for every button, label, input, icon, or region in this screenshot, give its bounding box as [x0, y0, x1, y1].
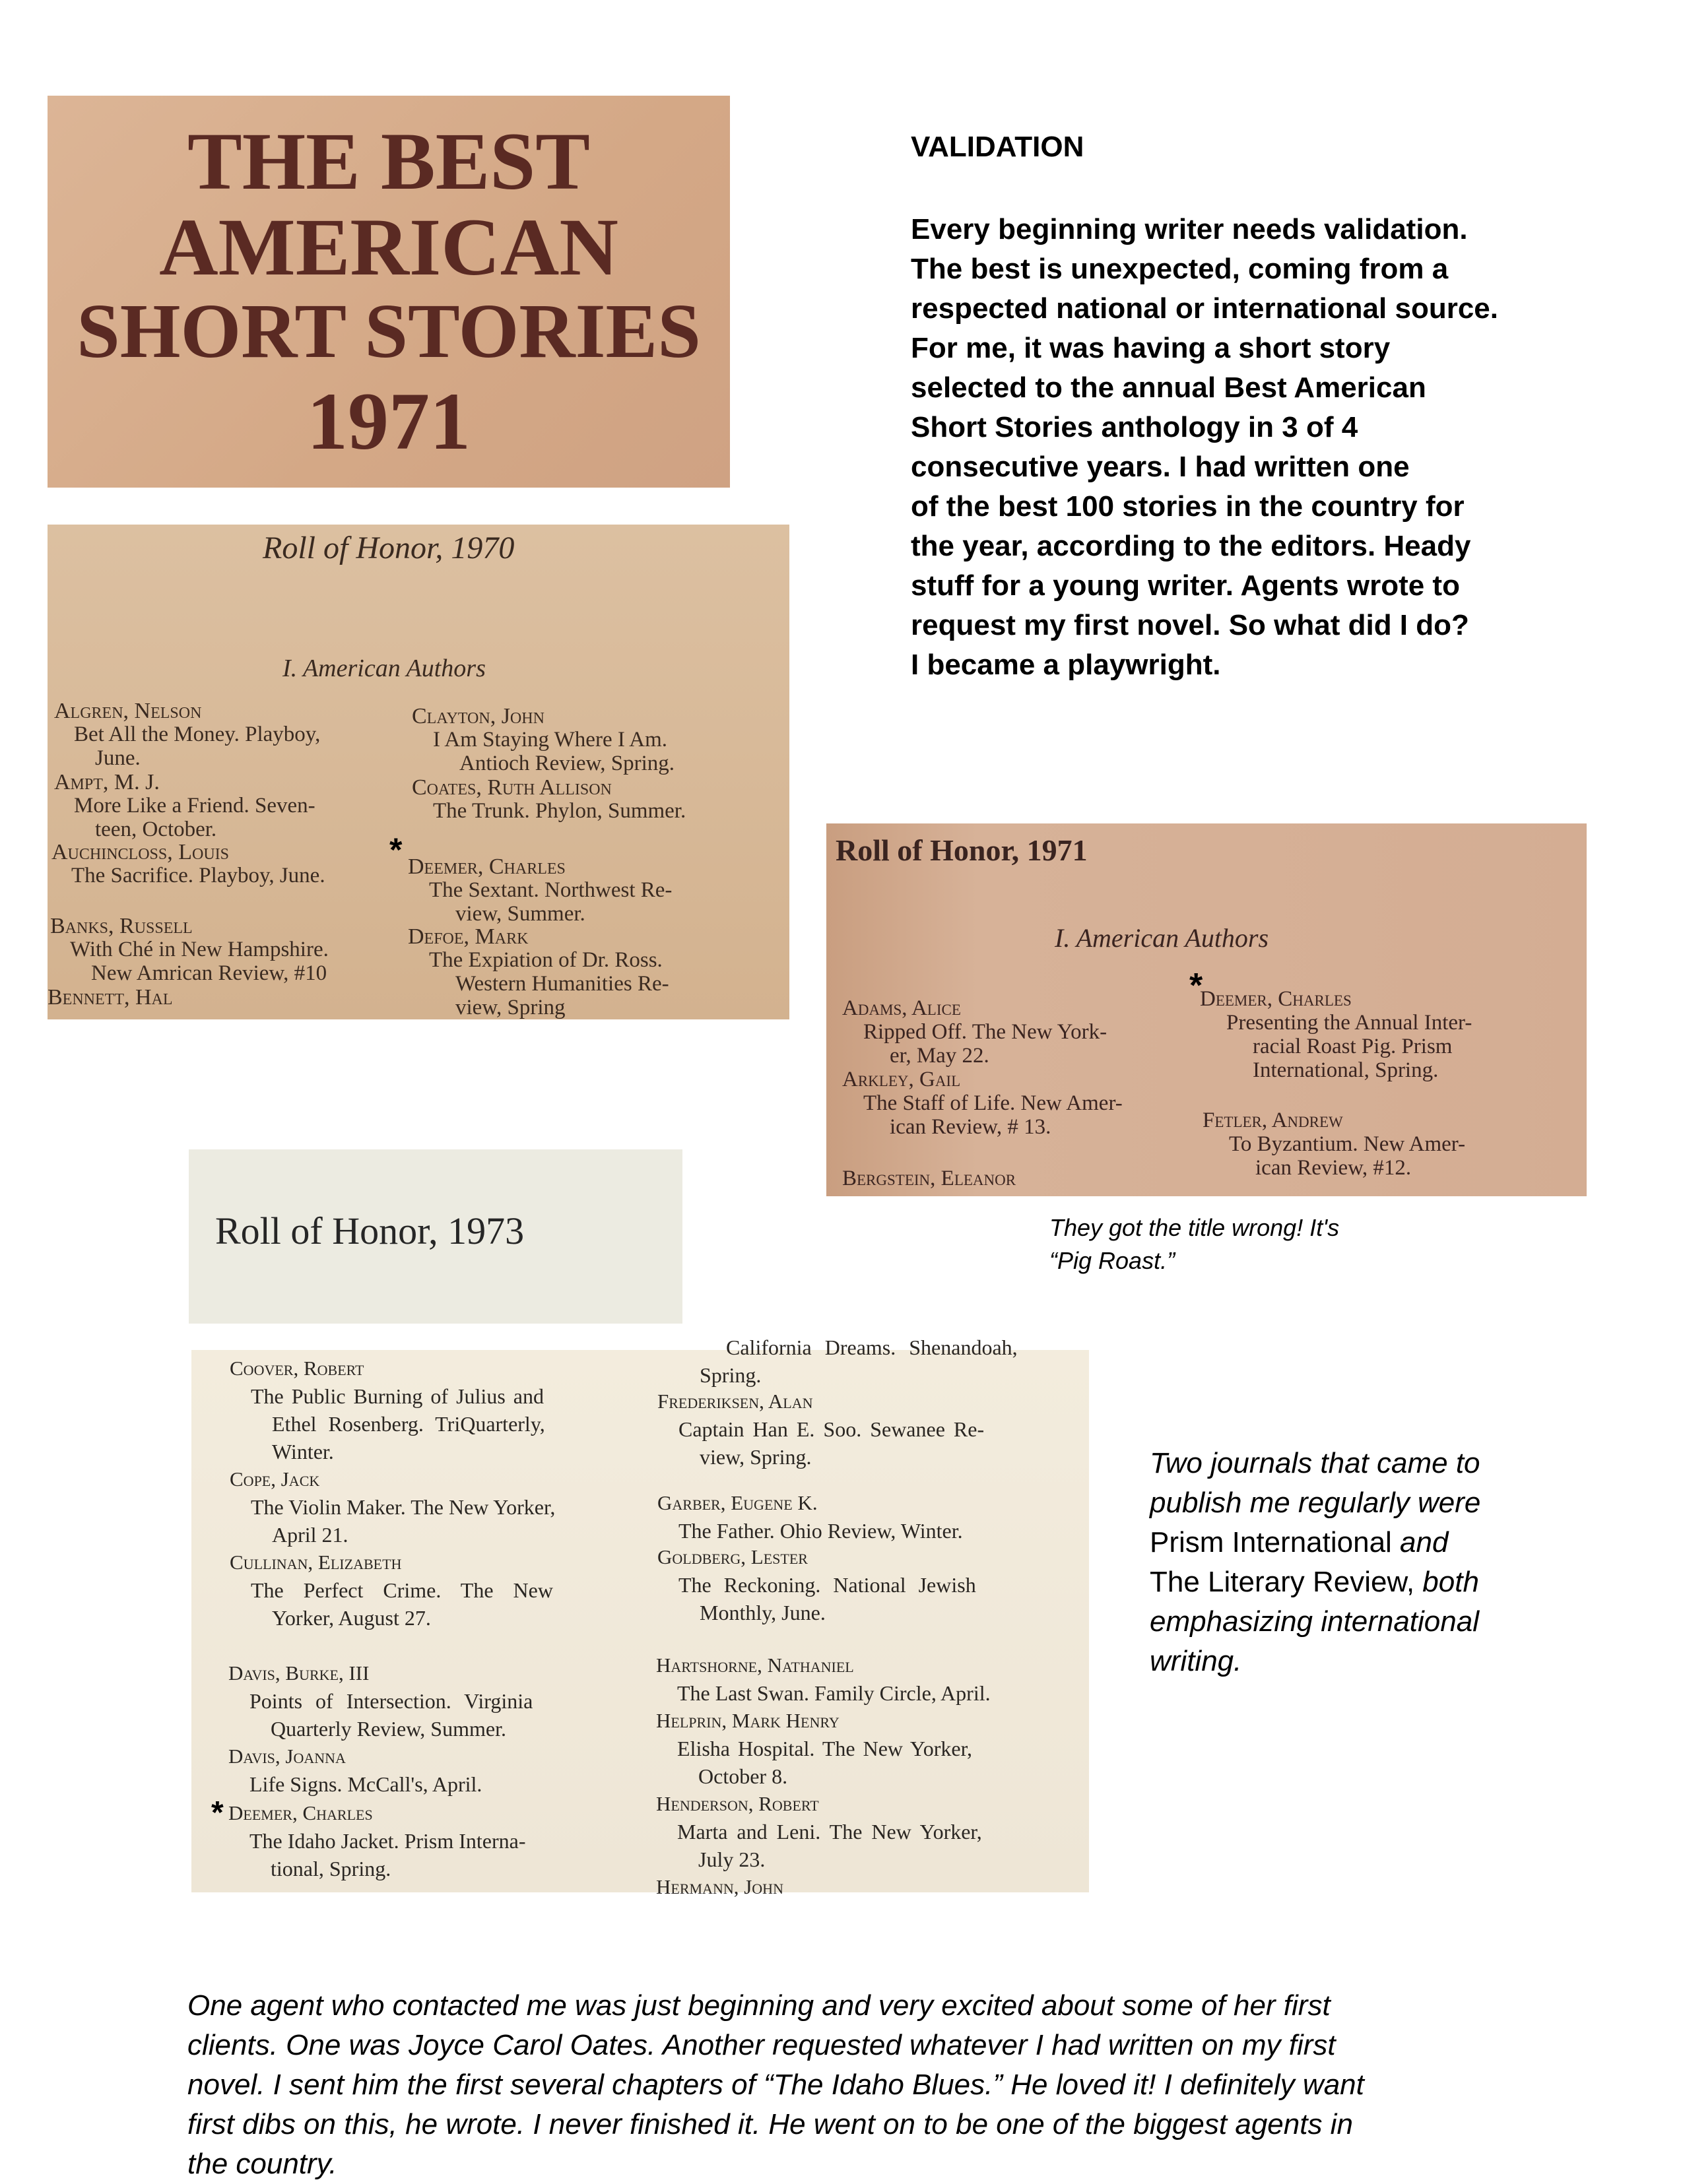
roll-1970-story: With Ché in New Hampshire.	[70, 938, 329, 961]
roll-1971-story: To Byzantium. New Amer-	[1229, 1132, 1466, 1156]
roll-1970-story: The Trunk. Phylon, Summer.	[433, 799, 686, 823]
validation-line: respected national or international source.	[911, 292, 1498, 325]
roll-1970-story: Western Humanities Re-	[455, 972, 669, 996]
roll-1970-author: Ampt, M. J.	[54, 770, 160, 794]
validation-line: stuff for a young writer. Agents wrote to	[911, 569, 1460, 602]
roll-1973-story: California Dreams. Shenandoah,	[726, 1335, 1018, 1359]
roll-1973-author: Frederiksen, Alan	[657, 1390, 813, 1413]
roll-of-honor-1973-header-clipping	[189, 1149, 682, 1324]
roll-1973-story: Ethel Rosenberg. TriQuarterly,	[272, 1412, 545, 1436]
roll-1973-story: Life Signs. McCall's, April.	[249, 1772, 482, 1796]
caption-line: “Pig Roast.”	[1049, 1247, 1175, 1274]
roll-1973-story: Monthly, June.	[700, 1601, 826, 1624]
journals-caption	[1150, 1444, 1480, 1681]
roll-1970-author: Clayton, John	[412, 704, 544, 728]
paragraph-line: first dibs on this, he wrote. I never finished it. He went on to be one of the biggest agents in	[187, 2108, 1353, 2140]
roll-1970-author: Banks, Russell	[50, 914, 193, 938]
roll-1973-story: The Idaho Jacket. Prism Interna-	[249, 1829, 526, 1853]
caption-text: and	[1391, 1526, 1449, 1558]
roll-1973-story: tional, Spring.	[271, 1857, 391, 1880]
caption-text: both	[1414, 1566, 1479, 1598]
roll-of-honor-1970-clipping	[48, 525, 789, 1019]
roll-1973-story: Elisha Hospital. The New Yorker,	[677, 1737, 972, 1760]
roll-1971-story: International, Spring.	[1253, 1058, 1439, 1082]
roll-1970-story: June.	[95, 746, 141, 770]
validation-line: Every beginning writer needs validation.	[911, 213, 1468, 245]
roll-1971-section: I. American Authors	[1055, 923, 1269, 953]
roll-1970-story: New Amrican Review, #10	[91, 961, 327, 985]
caption-line: writing.	[1150, 1645, 1242, 1677]
roll-1970-author: Defoe, Mark	[408, 924, 529, 949]
roll-1970-author: Deemer, Charles	[408, 854, 566, 879]
roll-1973-story: Captain Han E. Soo. Sewanee Re-	[678, 1417, 985, 1441]
validation-heading: VALIDATION	[911, 131, 1084, 163]
roll-1970-story: The Sacrifice. Playboy, June.	[71, 864, 325, 887]
roll-1973-story: Winter.	[272, 1440, 334, 1463]
caption-line	[1150, 1523, 1480, 1562]
caption-line: They got the title wrong! It's	[1049, 1214, 1340, 1241]
roll-1970-story: Antioch Review, Spring.	[459, 752, 675, 775]
roll-1973-story: Yorker, August 27.	[272, 1606, 431, 1630]
roll-1971-story: ican Review, # 13.	[890, 1115, 1051, 1139]
roll-1970-story: teen, October.	[95, 818, 217, 841]
roll-1973-author: Goldberg, Lester	[657, 1545, 808, 1568]
roll-1973-title: Roll of Honor, 1973	[215, 1209, 525, 1252]
validation-line: For me, it was having a short story	[911, 332, 1391, 364]
cover-line-1: THE BEST	[187, 116, 590, 207]
caption-line: Two journals that came to	[1150, 1447, 1480, 1479]
caption-line: publish me regularly were	[1150, 1487, 1481, 1519]
asterisk-marker: *	[1189, 967, 1203, 1005]
roll-1971-title: Roll of Honor, 1971	[836, 833, 1088, 867]
validation-line: The best is unexpected, coming from a	[911, 253, 1449, 285]
roll-of-honor-1973-clipping	[191, 1335, 1089, 1898]
roll-1971-author: Arkley, Gail	[842, 1068, 961, 1091]
roll-1970-author: Bennett, Hal	[48, 985, 173, 1010]
roll-1973-author: Cope, Jack	[230, 1467, 320, 1491]
roll-1970-author: Algren, Nelson	[54, 699, 202, 723]
asterisk-marker: *	[389, 831, 403, 868]
roll-1971-author: Fetler, Andrew	[1203, 1108, 1343, 1132]
validation-line: consecutive years. I had written one	[911, 451, 1410, 483]
roll-1971-story: er, May 22.	[890, 1044, 989, 1068]
roll-1973-story: Marta and Leni. The New Yorker,	[677, 1820, 982, 1844]
roll-1971-author: Bergstein, Eleanor	[842, 1167, 1016, 1190]
roll-1973-story: Spring.	[700, 1363, 762, 1387]
paragraph-line: the country.	[187, 2148, 337, 2180]
roll-1973-story: The Violin Maker. The New Yorker,	[251, 1495, 556, 1519]
roll-1973-story: The Father. Ohio Review, Winter.	[678, 1519, 963, 1543]
roll-1973-author: Coover, Robert	[230, 1357, 364, 1380]
roll-1971-author: Deemer, Charles	[1200, 987, 1352, 1011]
roll-1970-author: Coates, Ruth Allison	[412, 775, 612, 800]
validation-line: selected to the annual Best American	[911, 371, 1426, 404]
title-wrong-caption	[1049, 1211, 1339, 1277]
roll-1970-author: Auchincloss, Louis	[51, 840, 230, 864]
roll-1970-section: I. American Authors	[282, 655, 486, 682]
roll-of-honor-1971-clipping	[826, 823, 1587, 1196]
roll-1971-story: ican Review, #12.	[1255, 1156, 1412, 1180]
cover-line-2: AMERICAN	[159, 202, 618, 292]
roll-1973-story: The Public Burning of Julius and	[251, 1384, 544, 1408]
cover-line-3: SHORT STORIES	[77, 288, 701, 374]
roll-1970-story: The Expiation of Dr. Ross.	[429, 948, 663, 972]
roll-1970-story: Bet All the Money. Playboy,	[74, 723, 321, 746]
roll-1973-story: The Perfect Crime. The New	[251, 1578, 553, 1602]
validation-paragraph	[911, 210, 1604, 685]
roll-1970-story: I Am Staying Where I Am.	[433, 728, 668, 752]
roll-1973-author: Davis, Burke, III	[228, 1661, 370, 1685]
journal-name-prism: Prism International	[1150, 1526, 1392, 1558]
roll-1970-story: view, Summer.	[455, 902, 585, 926]
roll-1971-story: racial Roast Pig. Prism	[1253, 1035, 1453, 1058]
roll-1973-author: Deemer, Charles	[228, 1801, 373, 1824]
roll-1973-author: Davis, Joanna	[228, 1745, 346, 1768]
roll-1971-author: Adams, Alice	[842, 996, 961, 1020]
paragraph-line: novel. I sent him the first several chapters of “The Idaho Blues.” He loved it! I definitely want	[187, 2069, 1364, 2101]
roll-1973-story: Points of Intersection. Virginia	[249, 1689, 533, 1713]
roll-1973-author: Cullinan, Elizabeth	[230, 1551, 402, 1574]
validation-line: Short Stories anthology in 3 of 4	[911, 411, 1358, 443]
roll-1973-story: April 21.	[272, 1523, 348, 1547]
paragraph-line: clients. One was Joyce Carol Oates. Another requested whatever I had written on my first	[187, 2029, 1336, 2061]
paragraph-line: One agent who contacted me was just beginning and very excited about some of her first	[187, 1989, 1331, 2022]
roll-1971-story: Presenting the Annual Inter-	[1226, 1011, 1472, 1035]
roll-1971-story: The Staff of Life. New Amer-	[863, 1091, 1123, 1115]
roll-1973-story: view, Spring.	[700, 1445, 812, 1469]
roll-1973-author: Henderson, Robert	[656, 1792, 819, 1815]
validation-line: of the best 100 stories in the country for	[911, 490, 1465, 523]
roll-1970-story: The Sextant. Northwest Re-	[429, 878, 673, 902]
agent-story-paragraph	[187, 1986, 1547, 2184]
roll-1970-story: More Like a Friend. Seven-	[74, 794, 315, 818]
asterisk-marker: *	[211, 1795, 224, 1830]
roll-1970-title: Roll of Honor, 1970	[263, 530, 515, 565]
validation-line: request my first novel. So what did I do?	[911, 609, 1469, 641]
cover-line-4: 1971	[307, 376, 471, 466]
validation-line: the year, according to the editors. Heady	[911, 530, 1471, 562]
roll-1973-author: Hermann, John	[656, 1875, 783, 1898]
book-cover-image	[48, 96, 730, 488]
roll-1970-story: view, Spring	[455, 996, 566, 1019]
journal-name-literary-review: The Literary Review,	[1150, 1566, 1415, 1598]
roll-1973-story: October 8.	[698, 1764, 788, 1788]
roll-1973-story: The Last Swan. Family Circle, April.	[677, 1681, 991, 1705]
roll-1973-author: Helprin, Mark Henry	[656, 1709, 840, 1732]
roll-1973-story: July 23.	[698, 1847, 766, 1871]
roll-1973-author: Garber, Eugene K.	[657, 1491, 818, 1514]
caption-line	[1150, 1562, 1480, 1602]
caption-line: emphasizing international	[1150, 1605, 1479, 1638]
roll-1971-story: Ripped Off. The New York-	[863, 1020, 1107, 1044]
roll-1973-story: The Reckoning. National Jewish	[678, 1573, 976, 1597]
validation-line: I became a playwright.	[911, 649, 1221, 681]
roll-1973-author: Hartshorne, Nathaniel	[656, 1654, 854, 1677]
roll-1973-story: Quarterly Review, Summer.	[271, 1717, 506, 1741]
